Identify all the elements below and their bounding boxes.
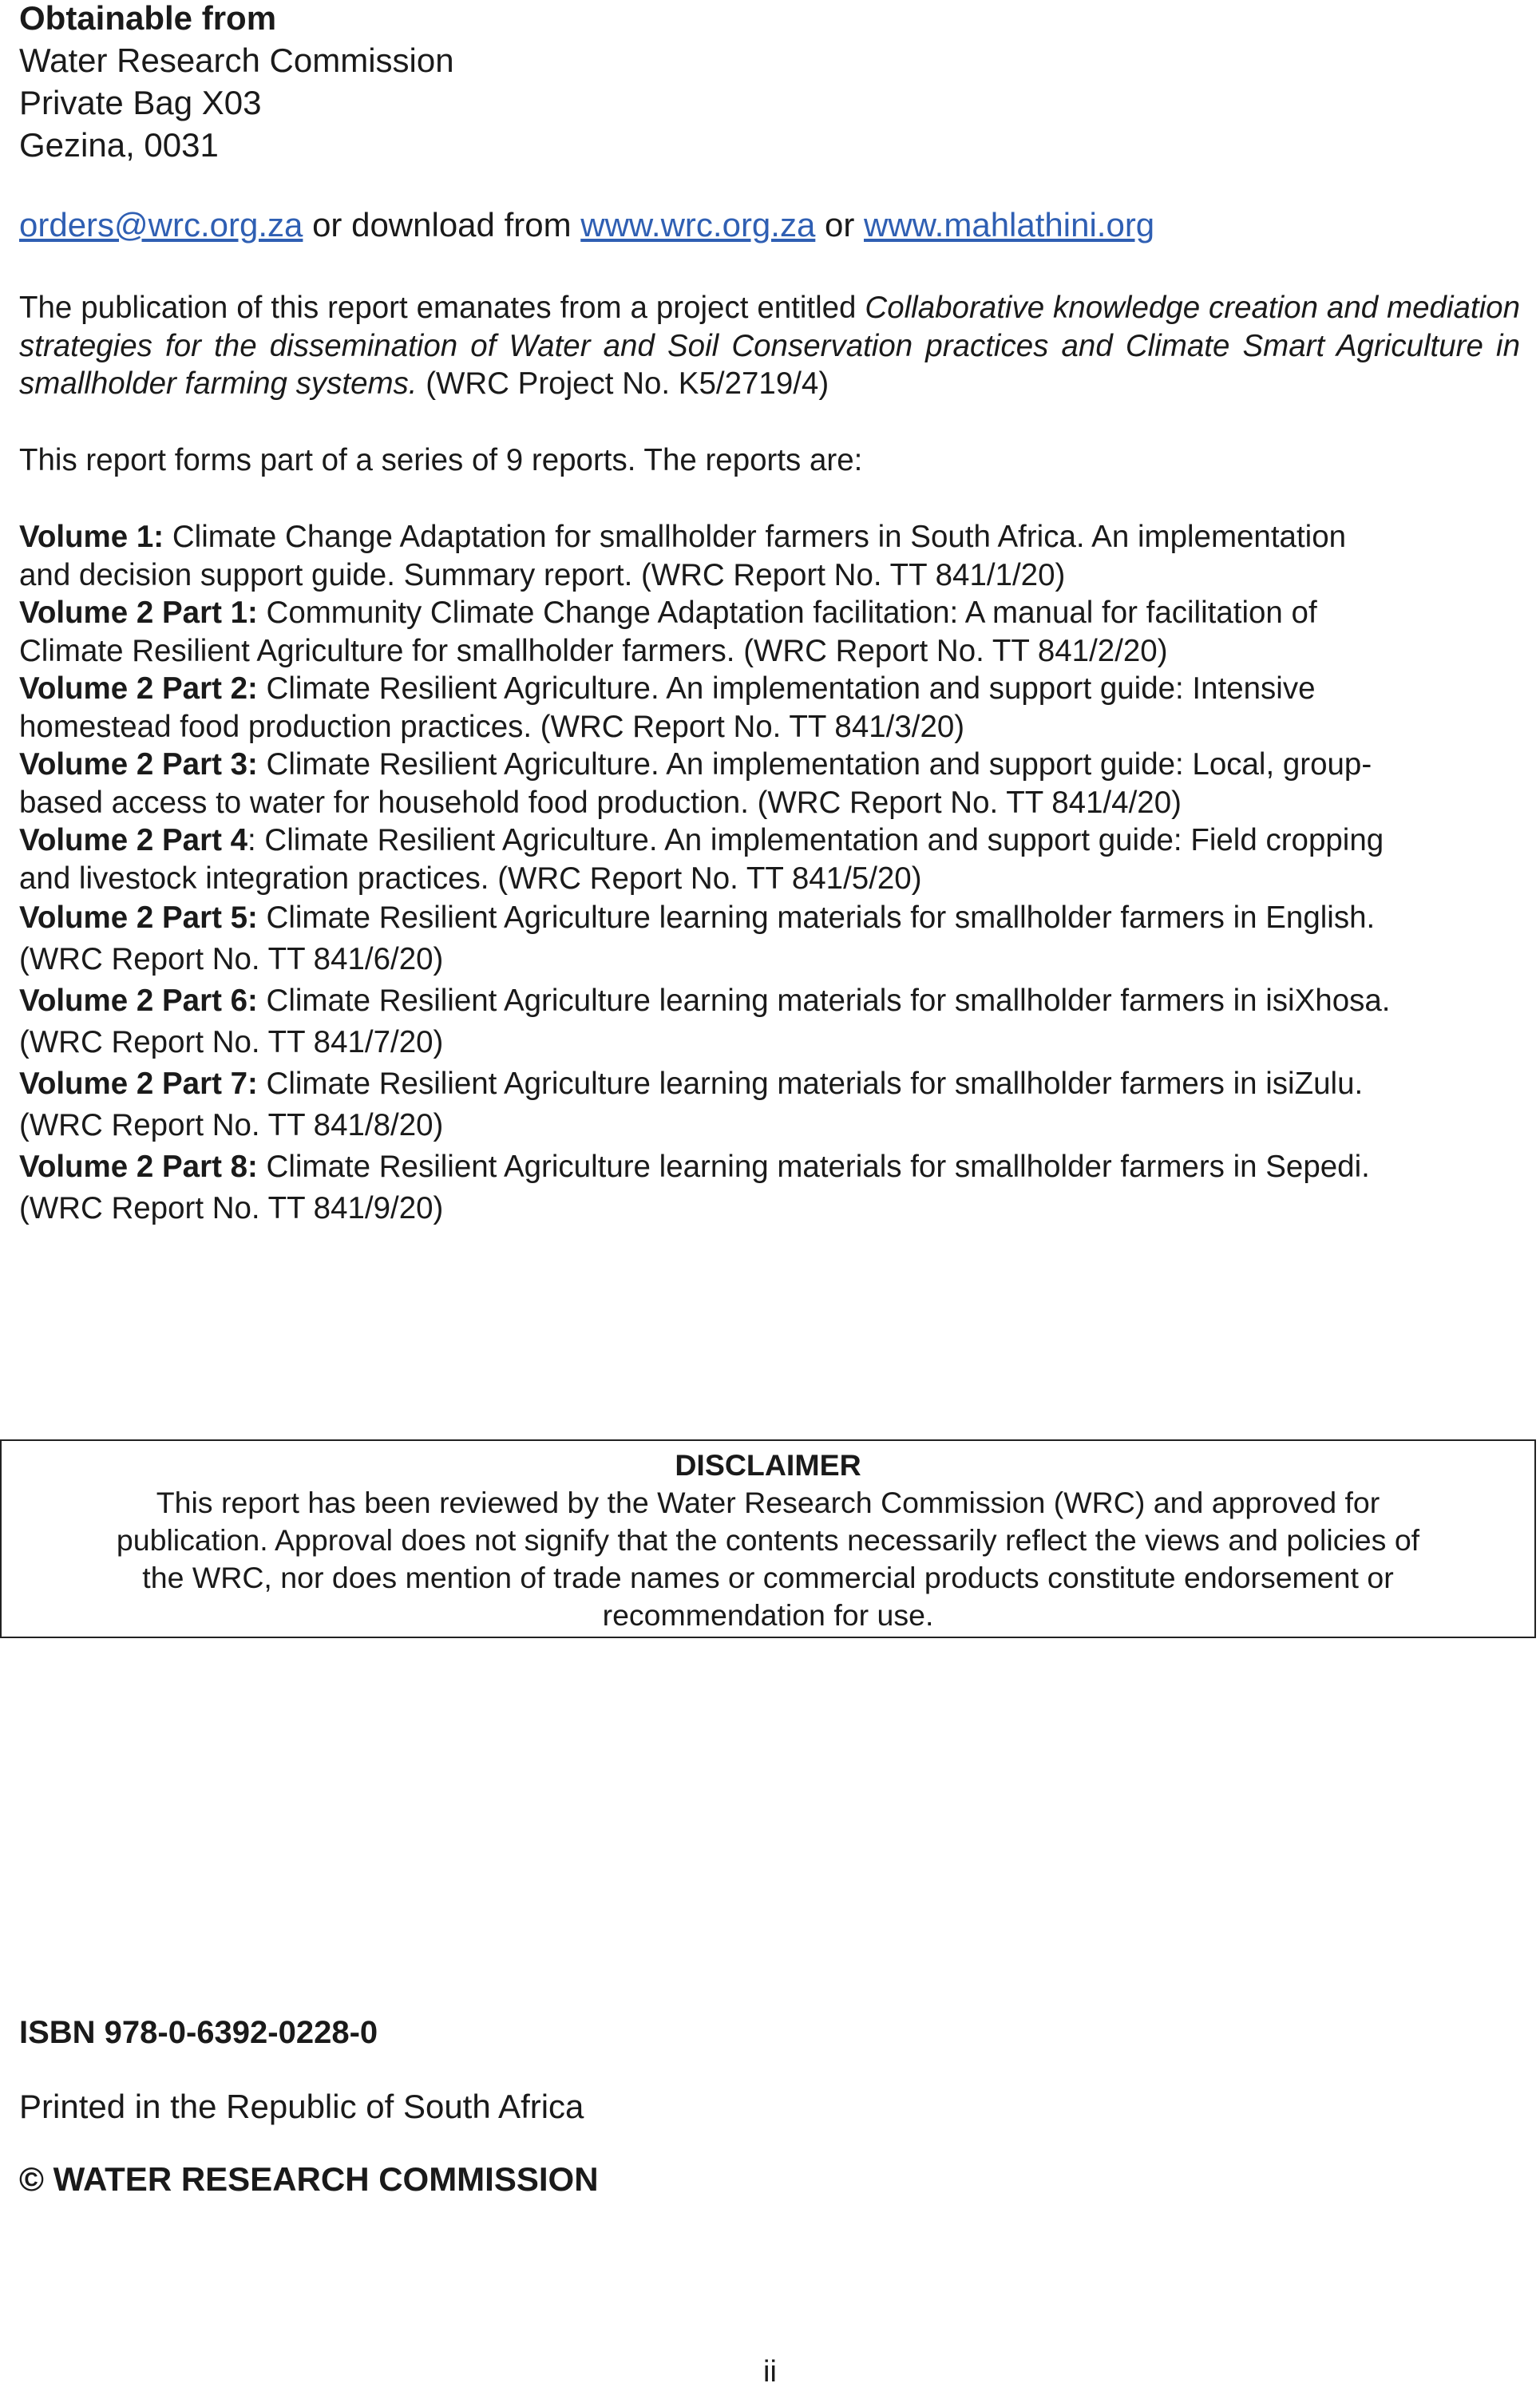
volume-text-line-1: Climate Resilient Agriculture learning materials for smallholder farmers in isiXhosa. [257, 984, 1391, 1018]
volume-text-line-1: Climate Resilient Agriculture learning materials for smallholder farmers in Sepedi. [257, 1150, 1370, 1184]
copyright: © WATER RESEARCH COMMISSION [19, 2160, 599, 2198]
volume-label: Volume 2 Part 3: [19, 747, 258, 782]
volume-item [19, 746, 1520, 821]
volume-text-line-2: and livestock integration practices. (WRC Report No. TT 841/5/20) [19, 861, 922, 896]
volume-text-line-2: (WRC Report No. TT 841/6/20) [19, 942, 444, 976]
disclaimer-line-4: recommendation for use. [602, 1598, 934, 1632]
volume-label: Volume 2 Part 2: [19, 671, 258, 706]
disclaimer-line-3: the WRC, nor does mention of trade names or commercial products constitute endorsement or [142, 1561, 1394, 1594]
series-intro: This report forms part of a series of 9 reports. The reports are: [19, 443, 863, 477]
disclaimer-line-2: publication. Approval does not signify that the contents necessarily reflect the views and policies of [116, 1523, 1420, 1557]
contact-separator-1: or download from [303, 206, 581, 243]
mahlathini-website-link[interactable]: www.mahlathini.org [864, 206, 1155, 243]
address-line-1: Water Research Commission [19, 42, 454, 79]
volume-item [19, 980, 1520, 1063]
isbn: ISBN 978-0-6392-0228-0 [19, 2015, 378, 2050]
obtainable-heading: Obtainable from [19, 0, 277, 37]
volume-label: Volume 2 Part 5: [19, 901, 258, 935]
volume-item [19, 670, 1520, 746]
volume-item [19, 1146, 1520, 1229]
email-link[interactable]: orders@wrc.org.za [19, 206, 303, 243]
volume-text-line-2: (WRC Report No. TT 841/8/20) [19, 1108, 444, 1142]
disclaimer-line-1: This report has been reviewed by the Water Research Commission (WRC) and approved for [156, 1486, 1380, 1519]
wrc-website-link[interactable]: www.wrc.org.za [580, 206, 816, 243]
printed-in: Printed in the Republic of South Africa [19, 2088, 584, 2125]
disclaimer-heading: DISCLAIMER [675, 1448, 861, 1482]
volume-text-line-1: Community Climate Change Adaptation facilitation: A manual for facilitation of [257, 596, 1317, 630]
project-title: Collaborative knowledge creation and mediation strategies for the dissemination of Water and Soil Conservation practices and Climate Smart Agriculture in smallholder farming systems. [19, 291, 1520, 401]
volume-text-line-2: (WRC Report No. TT 841/7/20) [19, 1025, 444, 1059]
contact-separator-2: or [815, 206, 864, 243]
volume-text-line-1: Climate Resilient Agriculture learning materials for smallholder farmers in isiZulu. [257, 1067, 1364, 1101]
disclaimer-box [0, 1439, 1536, 1638]
volume-text-line-1: Climate Resilient Agriculture. An implementation and support guide: Local, group- [257, 747, 1372, 782]
address-line-2: Private Bag X03 [19, 84, 262, 121]
project-reference: (WRC Project No. K5/2719/4) [417, 366, 829, 401]
volume-text-line-1: Climate Change Adaptation for smallholder farmers in South Africa. An implementation [164, 520, 1347, 554]
volume-label: Volume 2 Part 7: [19, 1067, 258, 1101]
volume-item [19, 594, 1520, 670]
contact-line [19, 204, 1520, 246]
volume-label: Volume 1: [19, 520, 164, 554]
address-line-3: Gezina, 0031 [19, 126, 219, 164]
volume-text-line-2: homestead food production practices. (WRC Report No. TT 841/3/20) [19, 709, 965, 744]
volume-text-line-1: Climate Resilient Agriculture learning materials for smallholder farmers in English. [257, 901, 1376, 935]
volume-label: Volume 2 Part 8: [19, 1150, 258, 1184]
volume-text-line-2: Climate Resilient Agriculture for smallholder farmers. (WRC Report No. TT 841/2/20) [19, 633, 1168, 668]
volume-label: Volume 2 Part 4 [19, 823, 248, 857]
project-paragraph [19, 289, 1520, 403]
volume-item [19, 897, 1520, 980]
volume-text-line-1: : Climate Resilient Agriculture. An implementation and support guide: Field cropping [247, 823, 1384, 857]
volume-item [19, 518, 1520, 594]
volume-item [19, 1063, 1520, 1146]
volume-text-line-2: based access to water for household food production. (WRC Report No. TT 841/4/20) [19, 785, 1182, 820]
obtainable-block [19, 0, 1520, 166]
project-intro: The publication of this report emanates from a project entitled [19, 291, 865, 325]
volume-text-line-2: and decision support guide. Summary report. (WRC Report No. TT 841/1/20) [19, 557, 1066, 592]
volume-item [19, 821, 1520, 897]
page-number: ii [763, 2355, 777, 2389]
volume-label: Volume 2 Part 1: [19, 596, 258, 630]
volume-text-line-2: (WRC Report No. TT 841/9/20) [19, 1191, 444, 1225]
volume-label: Volume 2 Part 6: [19, 984, 258, 1018]
volume-list [19, 518, 1520, 1229]
volume-text-line-1: Climate Resilient Agriculture. An implementation and support guide: Intensive [257, 671, 1316, 706]
